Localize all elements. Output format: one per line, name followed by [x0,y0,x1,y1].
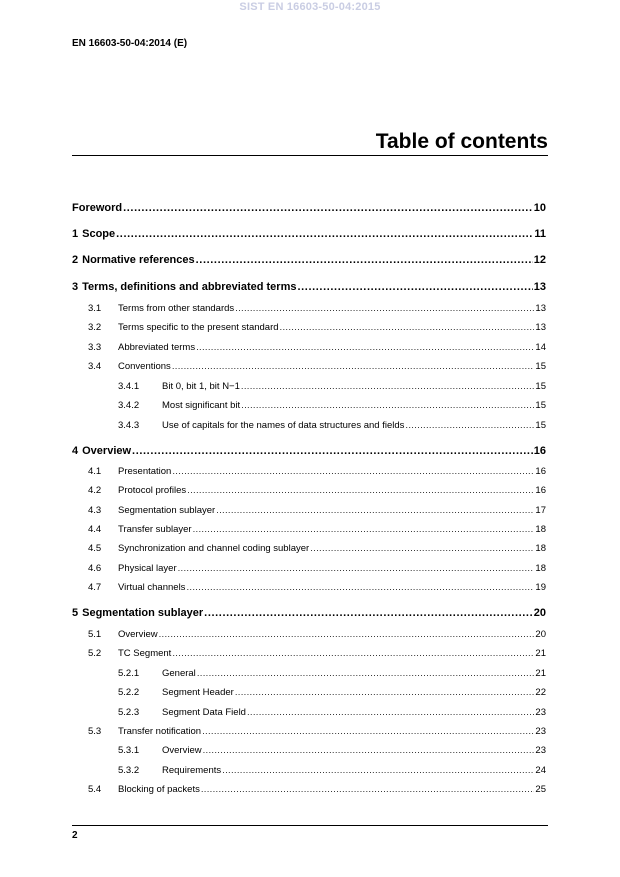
toc-entry-number: 4.7 [88,582,102,593]
dot-leader [123,202,533,214]
toc-entry[interactable] [72,339,546,353]
toc-entry-title[interactable]: Segmentation sublayer [82,607,204,619]
toc-entry-number: 1 [72,228,79,240]
toc-entry-number: 3.2 [88,322,102,333]
toc-entry-page[interactable]: 15 [535,420,546,431]
dot-leader [235,687,535,698]
toc-entry-page[interactable]: 13 [533,281,546,293]
toc-entry[interactable] [72,443,546,457]
toc-entry[interactable] [72,521,546,535]
dot-leader [310,543,534,554]
toc-entry-page[interactable]: 18 [535,543,546,554]
toc-entry-page[interactable]: 16 [533,445,546,457]
toc-entry-number: 5.2.3 [118,707,140,718]
toc-entry-number: 5.1 [88,629,102,640]
toc-entry[interactable] [72,279,546,293]
toc-entry-number: 5.3 [88,726,102,737]
dot-leader [297,281,532,293]
toc-entry[interactable] [72,226,546,240]
dot-leader [247,707,534,718]
toc-entry-number: 5 [72,607,79,619]
toc-entry-page[interactable]: 15 [535,400,546,411]
toc-entry-title[interactable]: Segment Data Field [162,707,246,718]
toc-entry[interactable] [72,200,546,214]
toc-entry[interactable] [72,723,546,737]
toc-entry-title[interactable]: Segment Header [162,687,234,698]
toc-entry-number: 5.2 [88,648,102,659]
watermark: SIST EN 16603-50-04:2015 [239,1,381,13]
toc-entry-page[interactable]: 17 [535,505,546,516]
toc-entry-title[interactable]: Most significant bit [162,400,241,411]
toc-entry-page[interactable]: 20 [533,607,546,619]
toc-entry-page[interactable]: 11 [534,228,546,240]
toc-entry-title[interactable]: Normative references [82,254,195,266]
toc-entry-page[interactable]: 23 [535,745,546,756]
toc-entry-number: 3.1 [88,303,102,314]
toc-entry[interactable] [72,319,546,333]
page-number: 2 [72,830,78,841]
toc-entry-page[interactable]: 18 [535,524,546,535]
toc-entry-page[interactable]: 24 [535,765,546,776]
toc-entry-title[interactable]: Terms from other standards [118,303,235,314]
toc-entry[interactable] [72,645,546,659]
document-id: EN 16603-50-04:2014 (E) [72,38,188,49]
toc-entry-number: 3.3 [88,342,102,353]
dot-leader [172,648,534,659]
toc-entry-page[interactable]: 23 [535,707,546,718]
toc-entry-title[interactable]: Foreword [72,202,123,214]
dot-leader [222,765,534,776]
dot-leader [132,445,533,457]
toc-entry-number: 4.2 [88,485,102,496]
dot-leader [116,228,533,240]
dot-leader [196,342,534,353]
toc-entry-page[interactable]: 14 [535,342,546,353]
dot-leader [241,400,534,411]
toc-entry-title[interactable]: Overview [162,745,202,756]
toc-entry-number: 5.3.1 [118,745,140,756]
toc-entry-title[interactable]: Use of capitals for the names of data structures and fields [162,420,405,431]
footer-divider [72,825,548,826]
dot-leader [204,607,533,619]
toc-entry-page[interactable]: 13 [535,303,546,314]
toc-entry[interactable] [72,742,546,756]
toc-entry-title[interactable]: Segmentation sublayer [118,505,216,516]
toc-entry-number: 4.6 [88,563,102,574]
toc-entry[interactable] [72,397,546,411]
toc-entry[interactable] [72,579,546,593]
toc-entry-number: 3.4.3 [118,420,140,431]
toc-entry-number: 5.4 [88,784,102,795]
dot-leader [159,629,535,640]
toc-entry-page[interactable]: 22 [535,687,546,698]
toc-entry-page[interactable]: 20 [535,629,546,640]
toc-entry-title[interactable]: Protocol profiles [118,485,187,496]
toc-entry-number: 4.3 [88,505,102,516]
toc-entry-page[interactable]: 16 [535,485,546,496]
toc-entry[interactable] [72,704,546,718]
toc-entry-title[interactable]: General [162,668,196,679]
toc-entry-number: 3.4.2 [118,400,140,411]
toc-entry-page[interactable]: 23 [535,726,546,737]
toc-entry-title[interactable]: Synchronization and channel coding sublayer [118,543,310,554]
toc-entry[interactable] [72,684,546,698]
toc-entry-page[interactable]: 21 [535,648,546,659]
dot-leader [241,381,535,392]
dot-leader [202,726,534,737]
toc-entry[interactable] [72,358,546,372]
toc-entry-page[interactable]: 19 [535,582,546,593]
toc-entry-page[interactable]: 16 [535,466,546,477]
dot-leader [216,505,534,516]
toc-entry-page[interactable]: 15 [535,361,546,372]
dot-leader [172,466,534,477]
dot-leader [196,254,533,266]
toc-entry[interactable] [72,605,546,619]
toc-entry[interactable] [72,300,546,314]
toc-entry-page[interactable]: 25 [535,784,546,795]
dot-leader [178,563,535,574]
toc-entry[interactable] [72,762,546,776]
dot-leader [405,420,534,431]
toc-entry-page[interactable]: 12 [533,254,546,266]
toc-entry-number: 4.5 [88,543,102,554]
dot-leader [201,784,535,795]
dot-leader [203,745,535,756]
toc-entry[interactable] [72,482,546,496]
toc-entry[interactable] [72,560,546,574]
toc-entry[interactable] [72,540,546,554]
dot-leader [172,361,535,372]
toc-entry[interactable] [72,502,546,516]
toc-entry-number: 2 [72,254,79,266]
toc-entry[interactable] [72,781,546,795]
toc-entry-number: 5.2.1 [118,668,140,679]
toc-entry-number: 4.1 [88,466,102,477]
toc-entry[interactable] [72,463,546,477]
toc-entry-title[interactable]: Virtual channels [118,582,186,593]
toc-entry-title[interactable]: TC Segment [118,648,172,659]
toc-entry-page[interactable]: 18 [535,563,546,574]
toc-entry-page[interactable]: 15 [535,381,546,392]
toc-entry-title[interactable]: Presentation [118,466,172,477]
toc-entry[interactable] [72,626,546,640]
toc-entry-title[interactable]: Terms specific to the present standard [118,322,279,333]
title-divider [72,155,548,156]
toc-entry-number: 3 [72,281,79,293]
toc-entry-number: 5.2.2 [118,687,140,698]
toc-entry[interactable] [72,252,546,266]
dot-leader [187,485,534,496]
toc-entry-number: 4.4 [88,524,102,535]
toc-entry-title[interactable]: Bit 0, bit 1, bit N−1 [162,381,240,392]
toc-entry-page[interactable]: 10 [533,202,546,214]
toc-entry-page[interactable]: 13 [535,322,546,333]
toc-entry-title[interactable]: Transfer notification [118,726,202,737]
toc-entry-title[interactable]: Overview [82,445,132,457]
toc-entry-number: 4 [72,445,79,457]
dot-leader [197,668,535,679]
toc-entry-title[interactable]: Transfer sublayer [118,524,192,535]
toc-entry-title[interactable]: Terms, definitions and abbreviated terms [82,281,297,293]
toc-entry-title[interactable]: Overview [118,629,158,640]
toc-entry-title[interactable]: Abbreviated terms [118,342,196,353]
toc-entry-number: 5.3.2 [118,765,140,776]
toc-entry-title[interactable]: Requirements [162,765,222,776]
toc-entry[interactable] [72,417,546,431]
toc-entry-title[interactable]: Conventions [118,361,171,372]
toc-entry-title[interactable]: Physical layer [118,563,177,574]
toc-entry-title[interactable]: Blocking of packets [118,784,200,795]
page-title: Table of contents [375,130,548,153]
dot-leader [186,582,534,593]
toc-entry-number: 3.4.1 [118,381,140,392]
toc-entry[interactable] [72,665,546,679]
toc-entry-page[interactable]: 21 [535,668,546,679]
toc-entry-number: 3.4 [88,361,102,372]
dot-leader [235,303,534,314]
dot-leader [280,322,535,333]
toc-entry-title[interactable]: Scope [82,228,116,240]
toc-entry[interactable] [72,378,546,392]
dot-leader [193,524,535,535]
